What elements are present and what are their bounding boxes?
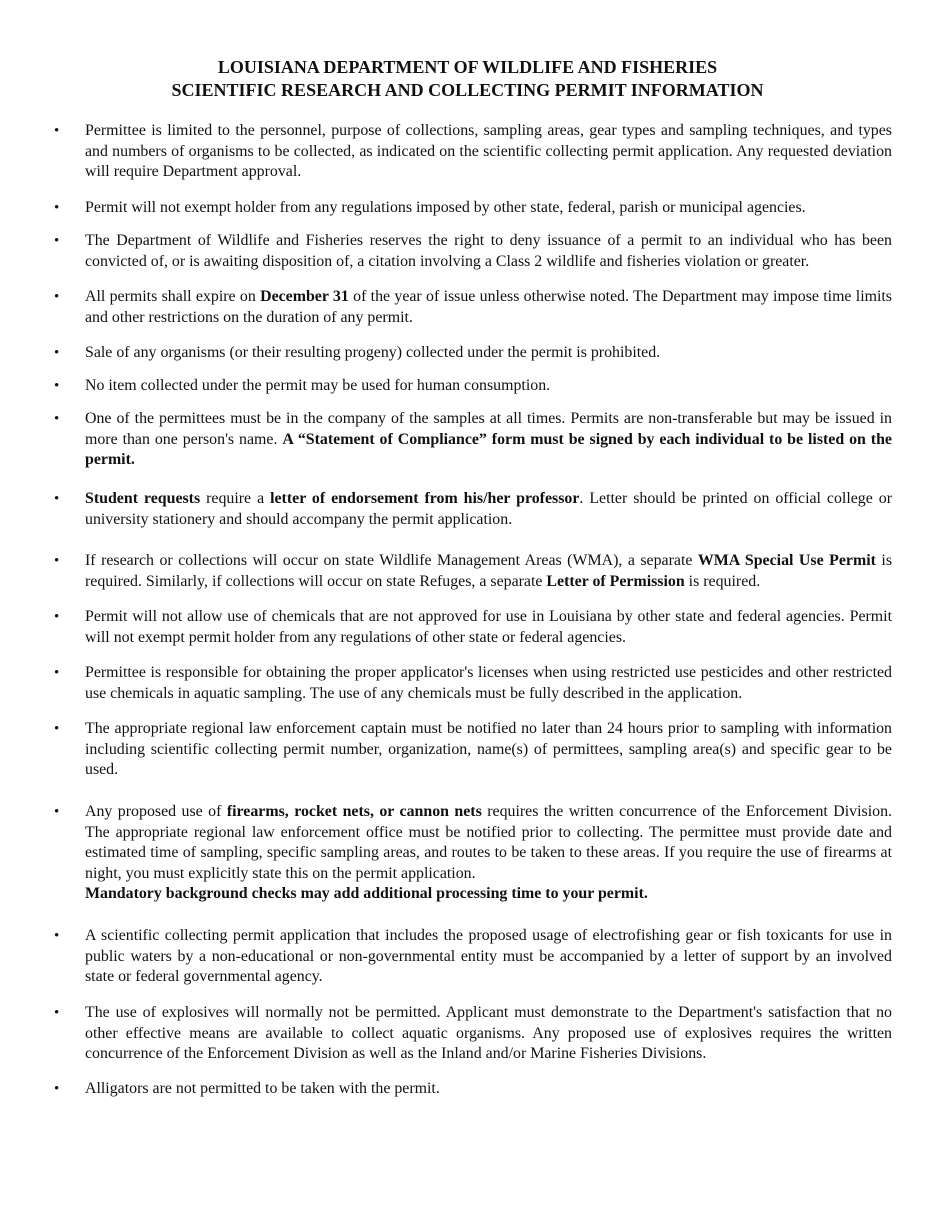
list-item-text: Any proposed use of firearms, rocket nets, or cannon nets requires the written concurrence of the Enforcement Division. The appropriate regional law enforcement office must be notified prior to collecting. The permittee must provide date and estimated time of sampling, specific sampling areas, and routes to be taken to these areas. If you require the use of firearms at night, you must explicitly state this on the permit application. Mandatory background checks may add additional processing time to your permit. [85, 803, 893, 902]
bullet-icon: • [54, 378, 60, 394]
background-check-note: Mandatory background checks may add additional processing time to your permit. [85, 885, 648, 902]
list-item-text: Alligators are not permitted to be taken with the permit. [85, 1080, 440, 1097]
list-item-text: Permittee is responsible for obtaining the proper applicator's licenses when using restricted use pesticides and other restricted use chemicals in aquatic sampling. The use of any chemicals must be fully described in the application. [85, 664, 892, 702]
bullet-icon: • [54, 491, 60, 507]
list-item-text: All permits shall expire on December 31 of the year of issue unless otherwise noted. The Department may impose time limits and other restrictions on the duration of any permit. [85, 288, 892, 326]
bullet-icon: • [54, 411, 60, 427]
firearms-nets-label: firearms, rocket nets, or cannon nets [226, 803, 482, 820]
list-item-text: Permit will not allow use of chemicals that are not approved for use in Louisiana by other state and federal agencies. Permit will not exempt permit holder from any regulations of other state or federal agencies. [85, 608, 892, 646]
list-item-text: A scientific collecting permit application that includes the proposed usage of electrofishing gear or fish toxicants for use in public waters by a non-educational or non-governmental entity must be accompanied by a letter of support by an involved state or federal governmental agency. [85, 927, 892, 985]
wma-permit-label: WMA Special Use Permit [697, 552, 876, 569]
bullet-icon: • [54, 665, 60, 681]
list-item-text: Sale of any organisms (or their resulting progeny) collected under the permit is prohibited. [85, 344, 661, 361]
title-line-subject: SCIENTIFIC RESEARCH AND COLLECTING PERMIT INFORMATION [171, 80, 764, 100]
bullet-icon: • [54, 609, 60, 625]
expiry-date: December 31 [260, 288, 349, 305]
list-item-text: Permit will not exempt holder from any regulations imposed by other state, federal, parish or municipal agencies. [85, 199, 806, 216]
bullet-icon: • [54, 123, 60, 139]
bullet-icon: • [54, 1005, 60, 1021]
page-title [0, 56, 935, 102]
list-item-text: If research or collections will occur on state Wildlife Management Areas (WMA), a separate WMA Special Use Permit is required. Similarly, if collections will occur on state Refuges, a separate Letter of Permission is required. [85, 552, 892, 590]
list-item-text: Student requests require a letter of endorsement from his/her professor. Letter should be printed on official college or university stationery and should accompany the permit application. [85, 490, 892, 528]
list-item-text: The Department of Wildlife and Fisheries reserves the right to deny issuance of a permit to an individual who has been convicted of, or is awaiting disposition of, a citation involving a Class 2 wildlife and fisheries violation or greater. [85, 232, 892, 270]
letter-of-permission-label: Letter of Permission [546, 572, 685, 590]
list-item-text: The use of explosives will normally not be permitted. Applicant must demonstrate to the Department's satisfaction that no other effective means are available to collect aquatic organisms. Any proposed use of explosives requires the written concurrence of the Enforcement Division as well as the Inland and/or Marine Fisheries Divisions. [85, 1004, 892, 1062]
bullet-icon: • [54, 804, 60, 820]
statement-of-compliance-note: A “Statement of Compliance” form must be signed by each individual to be listed on the permit. [85, 430, 892, 468]
bullet-icon: • [54, 200, 60, 216]
list-item-text: Permittee is limited to the personnel, purpose of collections, sampling areas, gear types and sampling techniques, and types and numbers of organisms to be collected, as indicated on the scientific collecting permit application. Any requested deviation will require Department approval. [85, 122, 892, 180]
bullet-icon: • [54, 1081, 60, 1097]
bullet-icon: • [54, 345, 60, 361]
title-line-agency: LOUISIANA DEPARTMENT OF WILDLIFE AND FISHERIES [217, 57, 718, 77]
endorsement-letter-label: letter of endorsement from his/her professor [270, 490, 580, 507]
bullet-icon: • [54, 233, 60, 249]
student-requests-label: Student requests [85, 490, 201, 507]
list-item-text: No item collected under the permit may be used for human consumption. [85, 377, 551, 394]
list-item-text: The appropriate regional law enforcement captain must be notified no later than 24 hours prior to sampling with information including scientific collecting permit number, organization, name(s) of permittees, sampling area(s) and specific gear to be used. [85, 720, 892, 778]
bullet-icon: • [54, 553, 60, 569]
list-item-text: One of the permittees must be in the company of the samples at all times. Permits are non-transferable but may be issued in more than one person's name. A “Statement of Compliance” form must be signed by each individual to be listed on the permit. [85, 410, 892, 468]
bullet-icon: • [54, 928, 60, 944]
bullet-icon: • [54, 289, 60, 305]
bullet-icon: • [54, 721, 60, 737]
